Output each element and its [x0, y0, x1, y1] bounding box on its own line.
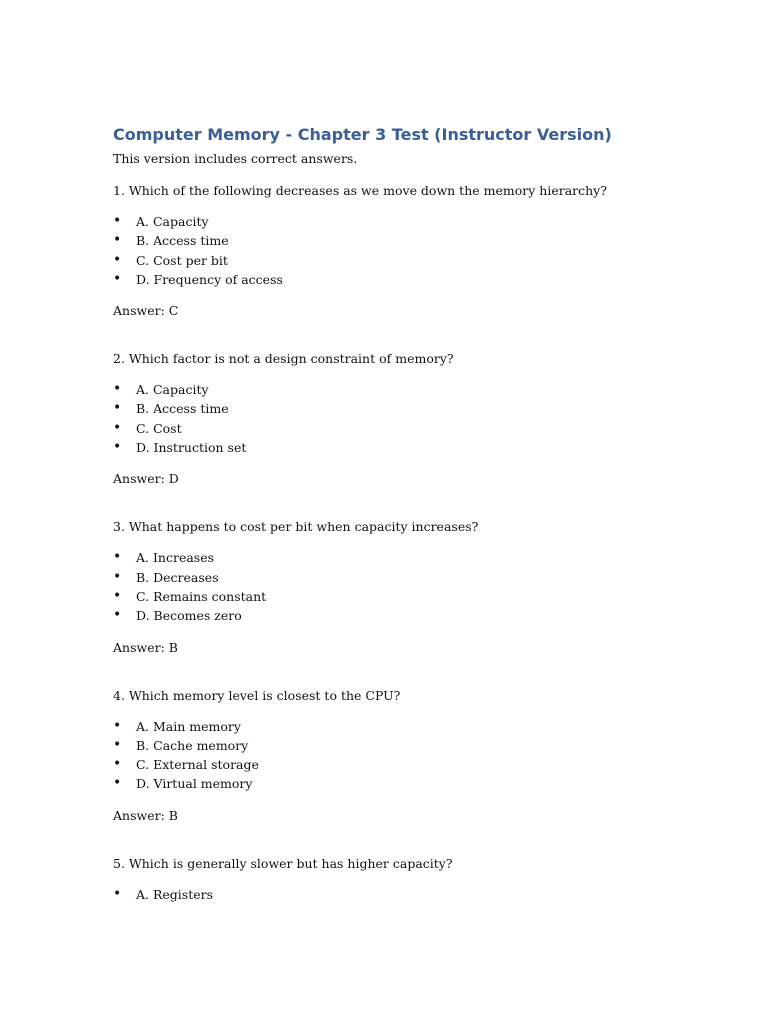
option-item [113, 606, 733, 625]
option-item [113, 438, 733, 457]
bullet-icon: • [113, 775, 122, 792]
question-text: 4. Which memory level is closest to the CPU? [113, 687, 401, 703]
bullet-icon: • [113, 400, 122, 417]
option-label: D. Virtual memory [136, 776, 253, 792]
question-text: 5. Which is generally slower but has higher capacity? [113, 855, 453, 871]
option-item [113, 270, 733, 289]
question-text: 3. What happens to cost per bit when capacity increases? [113, 519, 479, 535]
option-list [113, 885, 733, 904]
bullet-icon: • [113, 381, 122, 398]
answer-text: Answer: B [113, 807, 178, 823]
bullet-icon: • [113, 419, 122, 436]
option-label: C. Cost [136, 420, 182, 436]
bullet-icon: • [113, 885, 122, 902]
option-label: A. Registers [136, 886, 214, 902]
option-label: D. Becomes zero [136, 608, 242, 624]
answer-text: Answer: B [113, 639, 178, 655]
bullet-icon: • [113, 568, 122, 585]
option-label: A. Capacity [136, 382, 209, 398]
bullet-icon: • [113, 213, 122, 229]
document-page [113, 124, 733, 904]
option-label: D. Frequency of access [136, 271, 283, 287]
option-label: C. External storage [136, 757, 259, 773]
question-1 [113, 182, 733, 320]
answer-text: Answer: C [113, 303, 179, 319]
bullet-icon: • [113, 549, 122, 566]
question-2 [113, 350, 733, 488]
option-item [113, 419, 733, 438]
question-4 [113, 687, 733, 825]
option-label: B. Decreases [136, 569, 219, 585]
option-item [113, 736, 733, 755]
option-list [113, 548, 733, 625]
option-label: C. Remains constant [136, 588, 267, 604]
question-5 [113, 855, 733, 904]
option-item [113, 717, 733, 736]
option-item [113, 755, 733, 774]
bullet-icon: • [113, 439, 122, 456]
document-title: Computer Memory - Chapter 3 Test (Instructor Version) [113, 125, 612, 144]
bullet-icon: • [113, 717, 122, 734]
option-item [113, 548, 733, 567]
option-label: B. Access time [136, 233, 229, 249]
bullet-icon: • [113, 232, 122, 249]
option-item [113, 399, 733, 418]
option-item [113, 231, 733, 250]
option-item [113, 774, 733, 793]
option-list [113, 717, 733, 794]
option-list [113, 380, 733, 457]
option-label: B. Cache memory [136, 737, 249, 753]
bullet-icon: • [113, 736, 122, 753]
question-text: 2. Which factor is not a design constraint of memory? [113, 351, 454, 367]
option-list [113, 212, 733, 289]
answer-text: Answer: D [113, 471, 179, 487]
option-label: A. Main memory [136, 718, 241, 734]
bullet-icon: • [113, 270, 122, 287]
option-label: A. Increases [136, 550, 215, 566]
option-item [113, 251, 733, 270]
option-label: C. Cost per bit [136, 252, 228, 268]
option-label: A. Capacity [136, 214, 209, 229]
option-item [113, 885, 733, 904]
document-subtitle: This version includes correct answers. [113, 151, 358, 166]
option-item [113, 568, 733, 587]
question-text: 1. Which of the following decreases as we move down the memory hierarchy? [113, 183, 607, 198]
bullet-icon: • [113, 756, 122, 773]
option-label: B. Access time [136, 401, 229, 417]
option-label: D. Instruction set [136, 440, 247, 456]
question-3 [113, 518, 733, 656]
option-item [113, 380, 733, 399]
bullet-icon: • [113, 251, 122, 268]
bullet-icon: • [113, 607, 122, 624]
option-item [113, 587, 733, 606]
bullet-icon: • [113, 587, 122, 604]
option-item [113, 212, 733, 231]
